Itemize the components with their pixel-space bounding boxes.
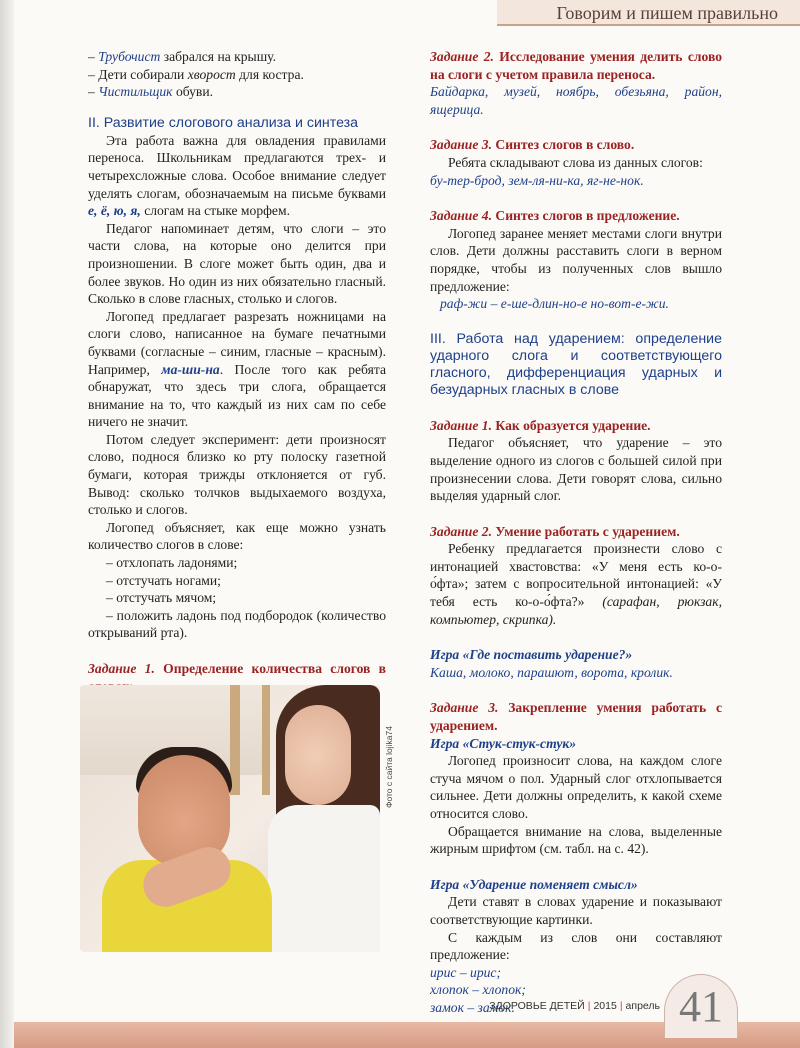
example-words: Байдарка, музей, ноябрь, обезьяна, район, ящерица. [430, 84, 722, 117]
paragraph: Эта работа важна для овладения правилами переноса. Школьникам предлагаются трех- и четырехсложные слова. Особое внимание следует уделять слогам, обозначаемым на письме буквами е, ё, ю, я, слогам на стыке морфем. [88, 132, 386, 219]
right-column [430, 48, 722, 1017]
example-words: бу-тер-брод, зем-ля-ни-ка, яг-не-нок. [430, 172, 644, 188]
photo-speech-therapist-with-boy [80, 685, 380, 952]
list-item: – отстучать ногами; [106, 572, 221, 588]
photo-credit: Фото с сайта lojika74 [384, 726, 394, 808]
footer-separator: | [619, 1000, 623, 1012]
paragraph: Логопед произносит слова, на каждом слоге стуча мячом о пол. Ударный слог отхлопывается сильнее. Дети должны определить, к какой схеме относится слово. [430, 753, 722, 821]
task-heading: Задание 2. Исследование умения делить слово на слоги с учетом правила переноса. [430, 49, 722, 82]
issue-month: апрель [625, 1000, 660, 1012]
left-column [88, 48, 386, 713]
running-head: Говорим и пишем правильно [497, 0, 800, 26]
game-heading: Игра «Ударение поменяет смысл» [430, 876, 638, 892]
footer-magazine-info [470, 1000, 660, 1016]
paragraph: Дети ставят в словах ударение и показывают соответствующие картинки. [430, 894, 722, 927]
paragraph: Логопед заранее меняет местами слоги внутри слов. Дети должны расставить слоги в верном порядке, чтобы из полученных слов вышло предложение: [430, 225, 722, 294]
task-heading: Задание 1. Как образуется ударение. [430, 417, 651, 433]
example-line: – Трубочист забрался на крышу. [88, 49, 276, 64]
word-pair: замок – замок. [430, 999, 515, 1015]
paragraph: Обращается внимание на слова, выделенные жирным шрифтом (см. табл. на с. 42). [430, 823, 722, 857]
issue-year: 2015 [593, 1000, 617, 1012]
paragraph: Логопед предлагает разрезать ножницами на слоги слово, написанное на бумаге печатными буквами (согласные – синим, гласные – красным). Например, ма-ши-на. После того как ребята обнаружат, что здесь три слога, обращается внимание на то, что каждый из них сам по себе ничего не значит. [88, 308, 386, 430]
page-binding-shadow [0, 0, 14, 1048]
paragraph: Логопед объясняет, как еще можно узнать количество слогов в слове: [88, 519, 386, 553]
game-heading: Игра «Где поставить ударение?» [430, 647, 633, 663]
task-heading: Задание 3. Синтез слогов в слово. [430, 137, 635, 153]
list-item: – отстучать мячом; [106, 590, 217, 606]
footer-separator: | [587, 1000, 591, 1012]
example-line: – Дети собирали хворост для костра. [88, 66, 304, 82]
word-pair: ирис – ирис; [430, 964, 501, 980]
example-words: раф-жи – е-ше-длин-но-е но-вот-е-жи. [440, 296, 669, 312]
paragraph: Ребенку предлагается произнести слово с интонацией хвастовства: «У меня есть ко-о-о́фта»; затем с вопросительной интонацией: «У тебя есть ко-о-о́фта?» (сарафан, рюкзак, компьютер, скрипка). [430, 541, 722, 627]
task-heading: Задание 3. Закрепление умения работать с ударением. [430, 700, 722, 734]
paragraph: Потом следует эксперимент: дети произносят слово, поднося близко ко рту полоску газетной бумаги, которая трижды отклоняется от губ. Вывод: сколько толчков выдыхаемого воздуха, столько и слогов. [88, 431, 386, 518]
example-words: Каша, молоко, парашют, ворота, кролик. [430, 664, 673, 680]
word-pair: хлопок – хлопок; [430, 982, 526, 998]
task-heading: Задание 4. Синтез слогов в предложение. [430, 208, 680, 224]
page-number: 41 [664, 974, 738, 1038]
paragraph: Педагог напоминает детям, что слоги – это части слова, на которые оно делится при произношении. В слоге может быть один, два и более звуков. Но один из них обязательно гласный. Сколько в слове гласных, столько и слогов. [88, 220, 386, 307]
section-heading: III. Работа над ударением: определение ударного слога и соответствующего гласного, дифференциация ударных и безударных гласных в слове [430, 330, 722, 398]
task-heading: Задание 2. Умение работать с ударением. [430, 523, 680, 539]
magazine-name: ЗДОРОВЬЕ ДЕТЕЙ [489, 1000, 585, 1012]
example-line: – Чистильщик обуви. [88, 84, 214, 100]
game-heading: Игра «Стук-стук-стук» [430, 735, 577, 751]
list-item: – отхлопать ладонями; [106, 555, 238, 571]
list-item: – положить ладонь под подбородок (количество открываний рта). [88, 607, 386, 641]
paragraph: Ребята складывают слова из данных слогов: [448, 154, 703, 170]
task-heading: Задание 1. Определение количества слогов в [88, 661, 386, 676]
section-heading: II. Развитие слогового анализа и синтеза [88, 114, 359, 131]
paragraph: С каждым из слов они составляют предложение: [430, 929, 722, 963]
paragraph: Педагог объясняет, что ударение – это выделение одного из слогов с большей силой при произнесении слова. Дети говорят слова, сильно выделяя ударный слог. [430, 435, 722, 504]
